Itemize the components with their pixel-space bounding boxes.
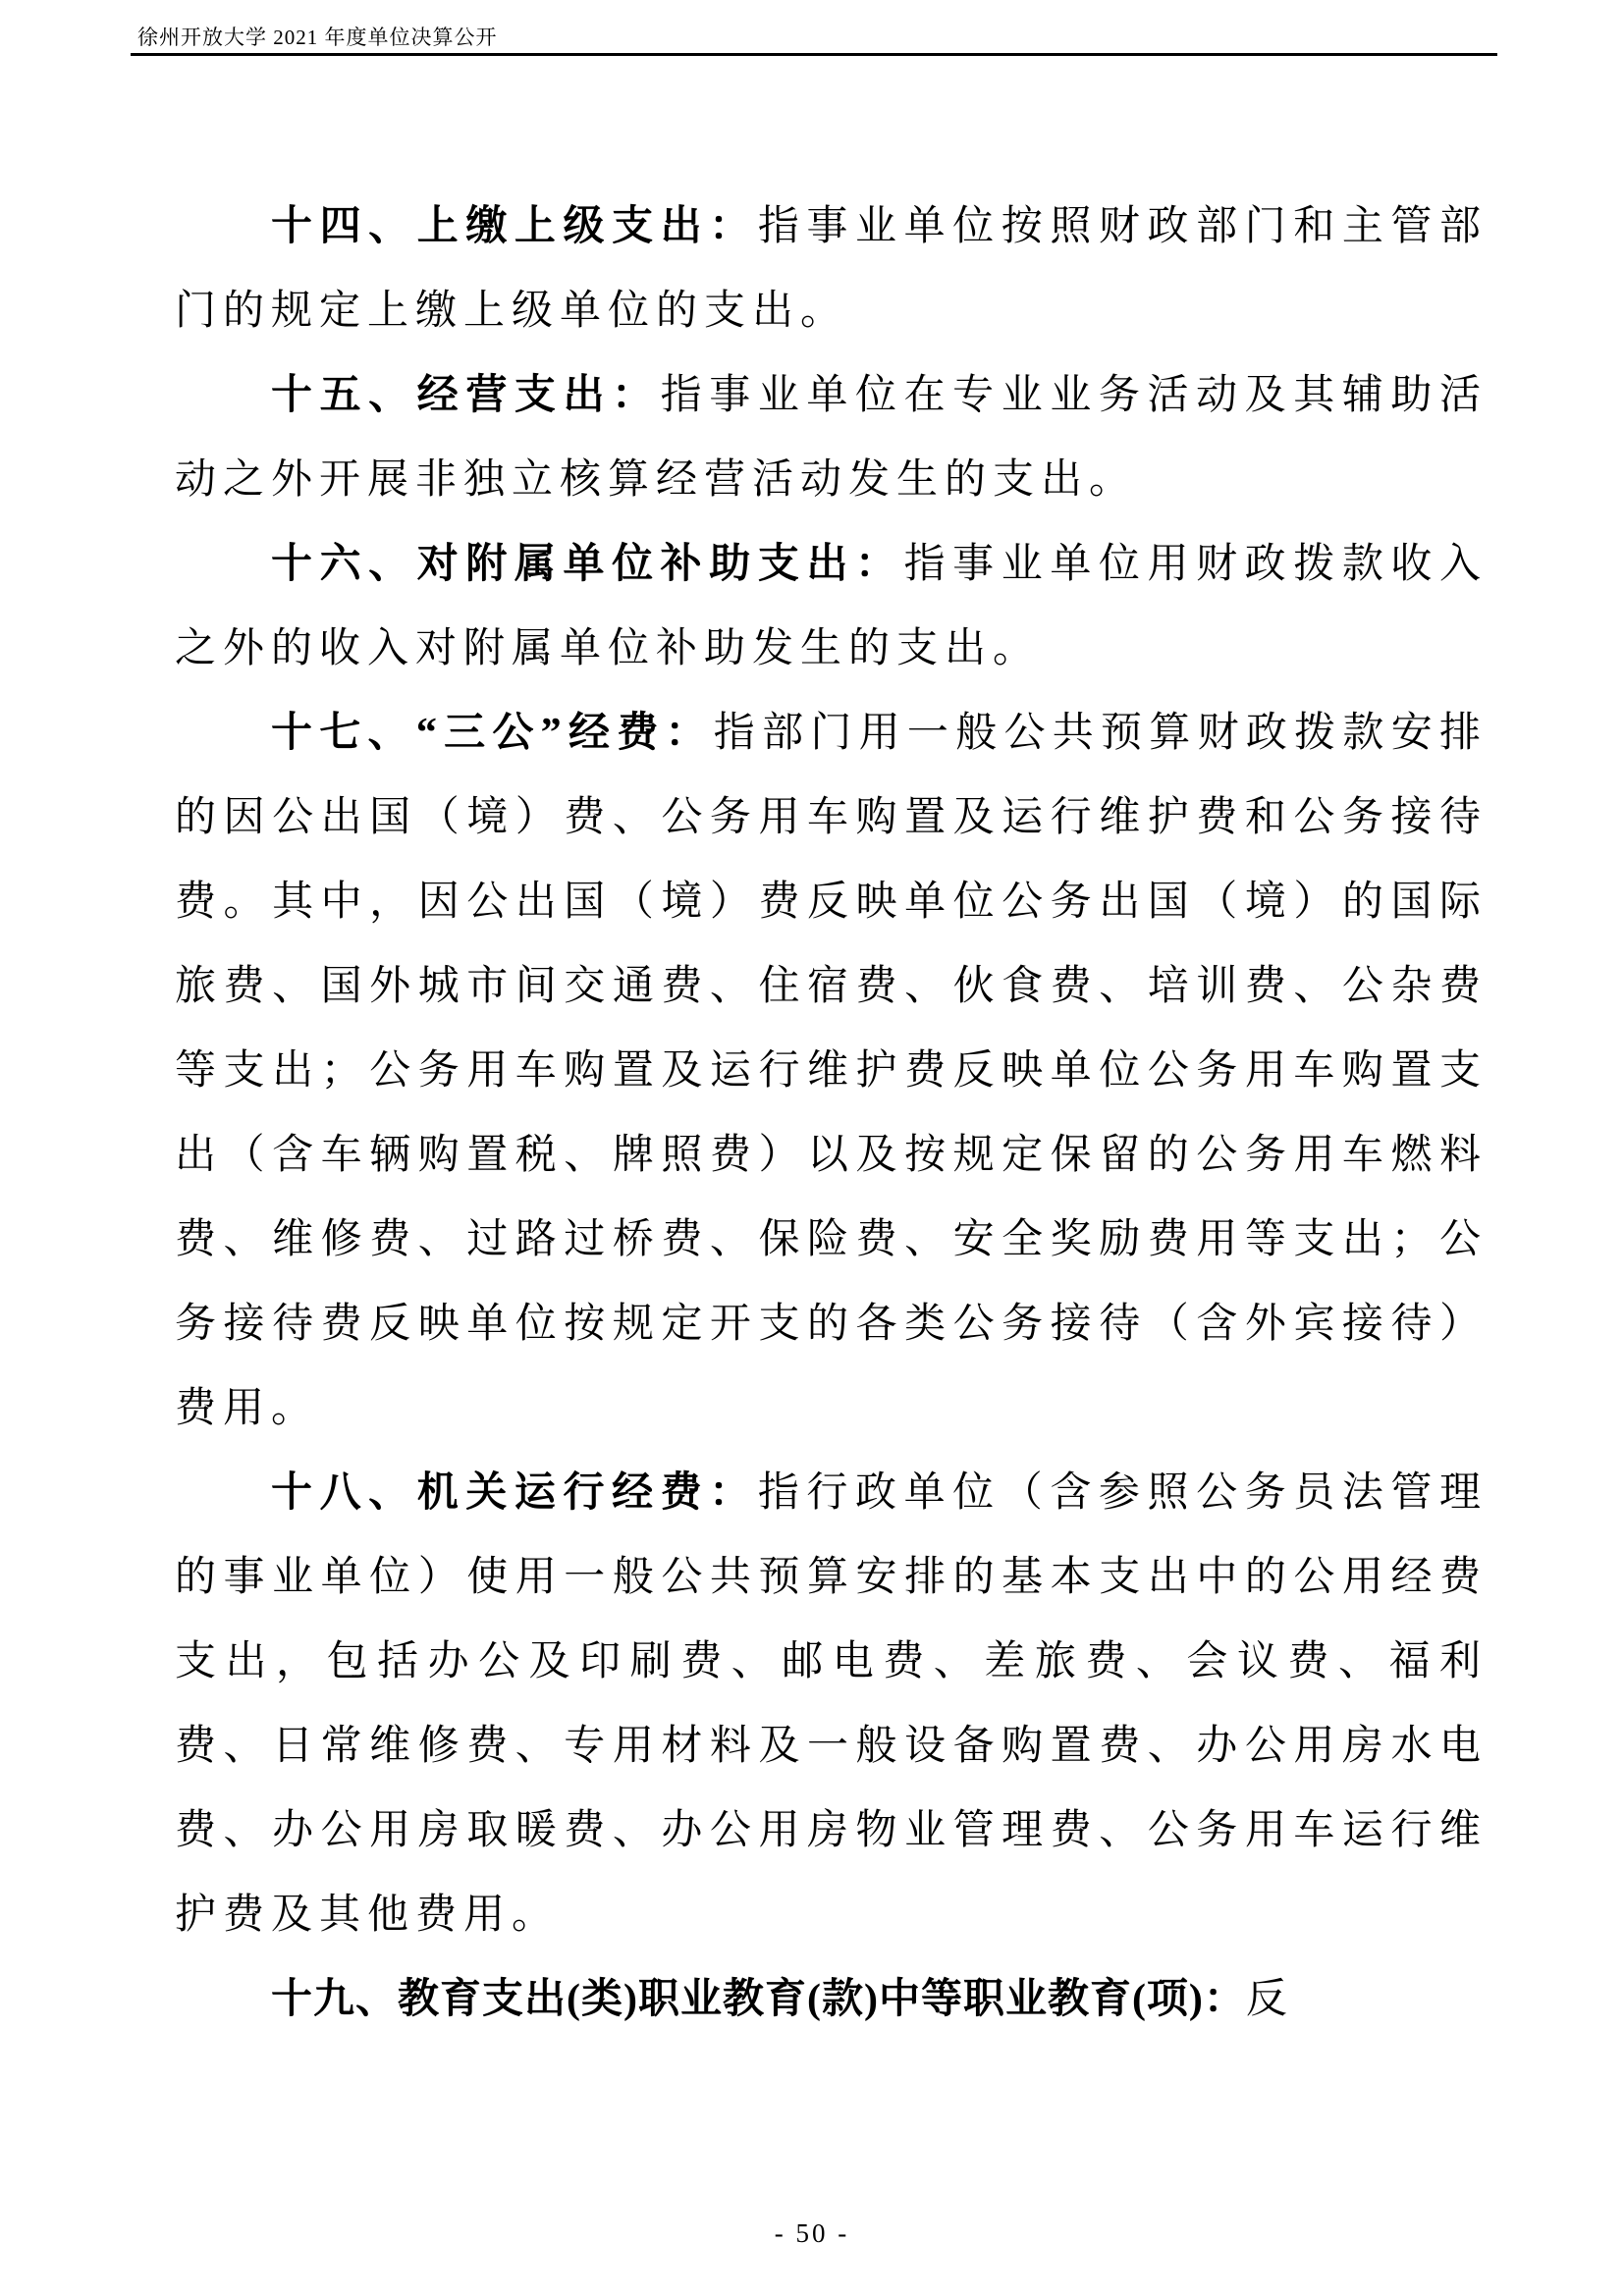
paragraph-16	[175, 522, 1488, 691]
paragraph-heading: 十五、经营支出：	[271, 373, 661, 418]
paragraph-text: 指事业单位在专业业务活动及其辅助活动之外开展非独立核算经营活动发生的支出。	[175, 373, 1488, 503]
paragraph-text: 反	[1245, 1977, 1288, 2022]
paragraph-17	[175, 691, 1488, 1451]
paragraph-text: 指事业单位按照财政部门和主管部门的规定上缴上级单位的支出。	[175, 204, 1488, 334]
paragraph-heading: 十八、机关运行经费：	[271, 1470, 758, 1516]
paragraph-heading: 十四、上缴上级支出：	[271, 204, 758, 249]
paragraph-15	[175, 353, 1488, 522]
paragraph-14	[175, 185, 1488, 353]
paragraph-text: 指部门用一般公共预算财政拨款安排的因公出国（境）费、公务用车购置及运行维护费和公务接待费。其中，因公出国（境）费反映单位公务出国（境）的国际旅费、国外城市间交通费、住宿费、伙食费、培训费、公杂费等支出；公务用车购置及运行维护费反映单位公务用车购置支出（含车辆购置税、牌照费）以及按规定保留的公务用车燃料费、维修费、过路过桥费、保险费、安全奖励费用等支出；公务接待费反映单位按规定开支的各类公务接待（含外宾接待）费用。	[175, 711, 1488, 1431]
paragraph-18	[175, 1451, 1488, 1957]
paragraph-heading: 十六、对附属单位补助支出：	[271, 542, 904, 587]
header-rule	[131, 53, 1497, 56]
paragraph-text: 指行政单位（含参照公务员法管理的事业单位）使用一般公共预算安排的基本支出中的公用经费支出，包括办公及印刷费、邮电费、差旅费、会议费、福利费、日常维修费、专用材料及一般设备购置费、办公用房水电费、办公用房取暖费、办公用房物业管理费、公务用车运行维护费及其他费用。	[175, 1470, 1488, 1938]
page-footer	[0, 2218, 1624, 2249]
paragraph-19	[175, 1957, 1488, 2042]
page-number: - 50 -	[774, 2218, 850, 2248]
document-header-title: 徐州开放大学 2021 年度单位决算公开	[137, 26, 498, 49]
paragraph-heading: 十九、教育支出(类)职业教育(款)中等职业教育(项)：	[271, 1977, 1246, 2022]
paragraph-heading: 十七、“三公”经费：	[271, 711, 714, 756]
document-body	[175, 185, 1488, 2042]
paragraph-text: 指事业单位用财政拨款收入之外的收入对附属单位补助发生的支出。	[175, 542, 1488, 671]
